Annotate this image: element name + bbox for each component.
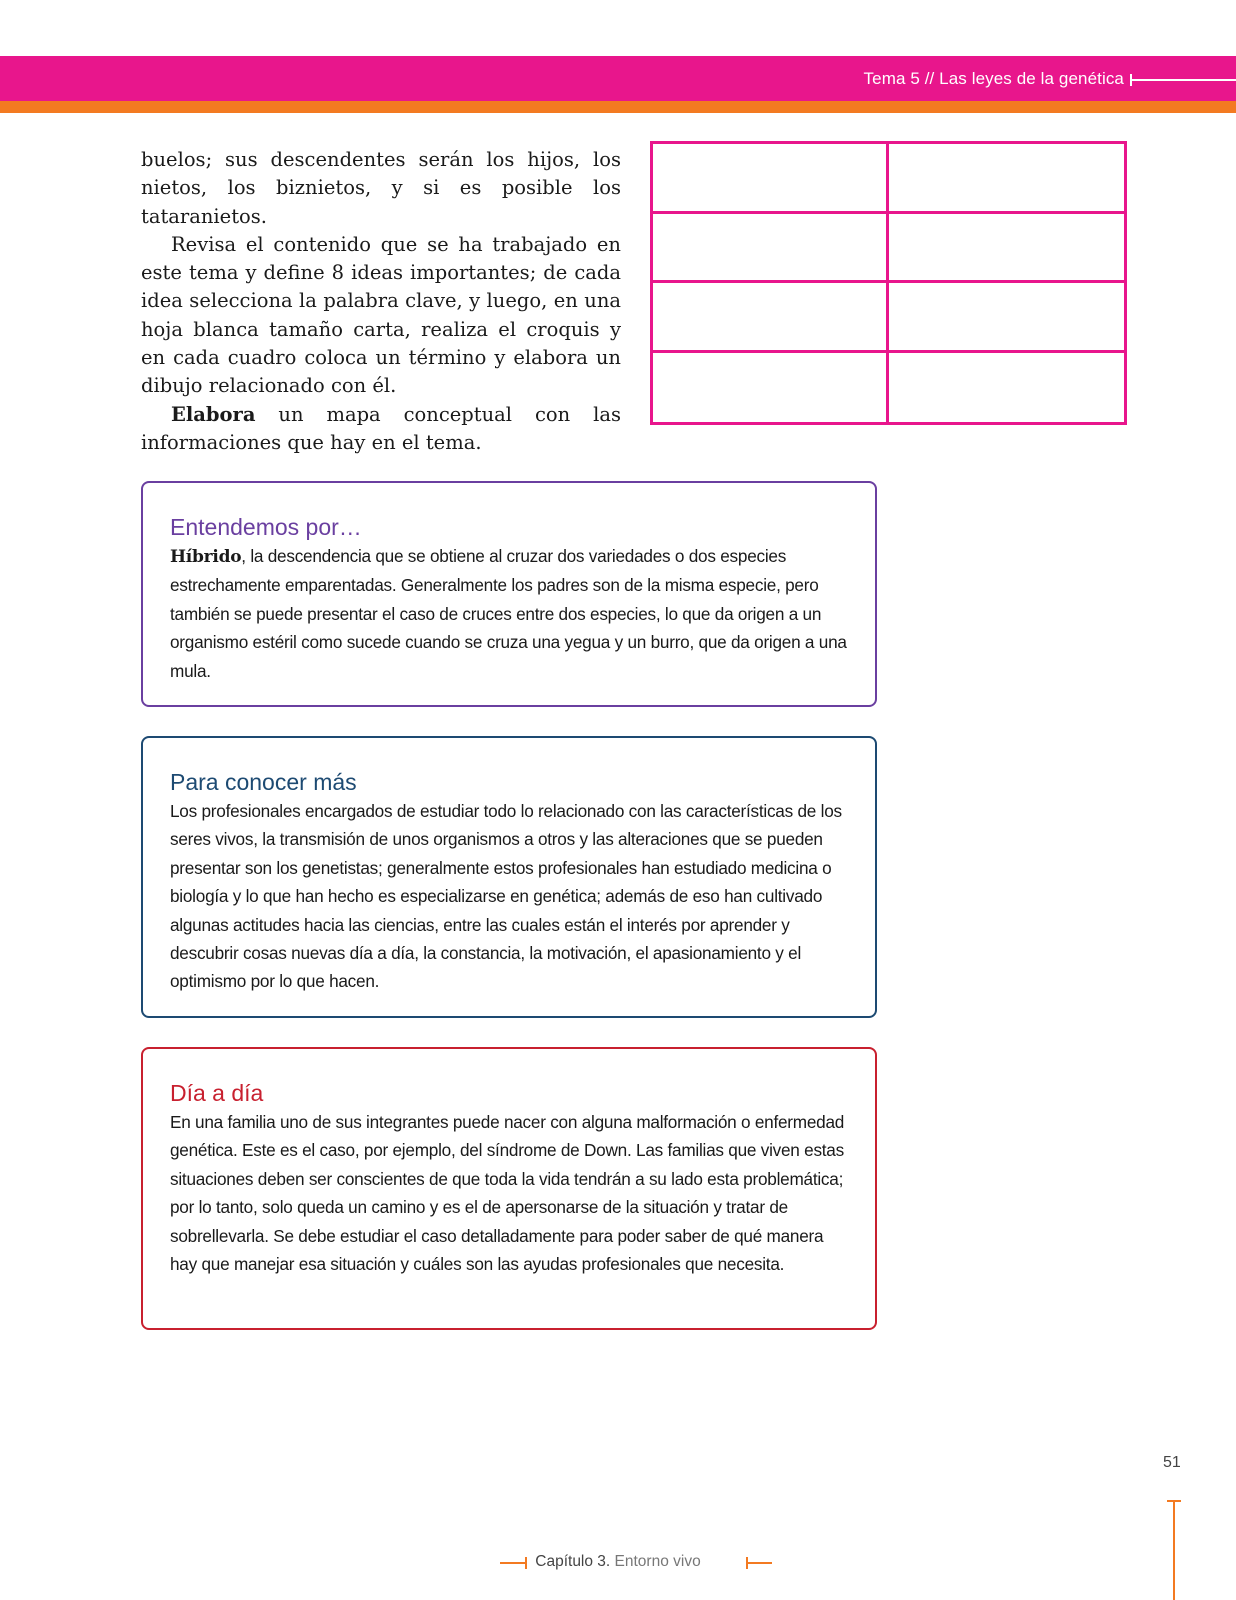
para-conocer-mas-title: Para conocer más	[170, 769, 357, 795]
intro-paragraph-3-text: un mapa conceptual con las informaciones que hay en el tema.	[141, 402, 621, 454]
entendemos-por-text	[170, 542, 849, 685]
dia-a-dia-title: Día a día	[170, 1080, 264, 1106]
grid-cell	[653, 283, 889, 353]
entendemos-por-title: Entendemos por…	[170, 514, 362, 540]
intro-bold-verb: Elabora	[171, 402, 256, 426]
grid-cell	[889, 144, 1125, 214]
grid-cell	[889, 214, 1125, 284]
header-rule	[1130, 79, 1236, 81]
hibrido-definition: , la descendencia que se obtiene al cruzar dos variedades o dos especies estrechamente emparentadas. Generalmente los padres son de la misma especie, pero también se puede presentar el caso de cruces entre dos especies, lo que da origen a un organismo estéril como sucede cuando se cruza una yegua y un burro, que da origen a una mula.	[170, 546, 847, 681]
para-conocer-mas-text: Los profesionales encargados de estudiar todo lo relacionado con las características de los seres vivos, la transmisión de unos organismos a otros y las alteraciones que se pueden presentar son los genetistas; generalmente estos profesionales han estudiado medicina o biología y lo que han hecho es especializarse en genética; además de eso han cultivado algunas actitudes hacia las ciencias, entre las cuales están el interés por aprender y descubrir cosas nuevas día a día, la constancia, la motivación, el apasionamiento y el optimismo por lo que hacen.	[170, 801, 842, 992]
intro-paragraph-3	[141, 401, 621, 458]
grid-cell	[889, 353, 1125, 423]
page-number: 51	[1163, 1454, 1181, 1471]
footer-subject: Entorno vivo	[614, 1553, 701, 1570]
grid-cell	[653, 144, 889, 214]
intro-paragraph-1: buelos; sus descendentes serán los hijos, los nietos, los biznietos, y si es posible los tataranietos.	[141, 148, 621, 228]
dia-a-dia-box	[141, 1047, 877, 1330]
dia-a-dia-text: En una familia uno de sus integrantes puede nacer con alguna malformación o enfermedad genética. Este es el caso, por ejemplo, del síndrome de Down. Las familias que viven estas situaciones deben ser conscientes de que toda la vida tendrán a su lado esta problemática; por lo tanto, solo queda un camino y es el de apersonarse de la situación y tratar de sobrellevarla. Se debe estudiar el caso detalladamente para poder saber de qué manera hay que manejar esa situación y cuáles son las ayudas profesionales que necesita.	[170, 1112, 845, 1275]
footer-chapter: Capítulo 3.	[535, 1553, 611, 1570]
sketch-grid	[650, 141, 1127, 425]
header-accent-stripe	[0, 101, 1236, 113]
footer	[0, 1553, 1236, 1571]
grid-cell	[653, 214, 889, 284]
intro-text	[141, 146, 621, 457]
header-rule-tick	[1130, 74, 1132, 86]
para-conocer-mas-box	[141, 736, 877, 1018]
grid-cell	[889, 283, 1125, 353]
hibrido-term: Híbrido	[170, 547, 242, 567]
entendemos-por-box	[141, 481, 877, 707]
intro-paragraph-2: Revisa el contenido que se ha trabajado en este tema y define 8 ideas importantes; de cada idea selecciona la palabra clave, y luego, en una hoja blanca tamaño carta, realiza el croquis y en cada cuadro coloca un término y elabora un dibujo relacionado con él.	[141, 232, 621, 398]
grid-cell	[653, 353, 889, 423]
topic-title: Tema 5 // Las leyes de la genética	[863, 69, 1124, 88]
page-rule	[1173, 1501, 1175, 1600]
